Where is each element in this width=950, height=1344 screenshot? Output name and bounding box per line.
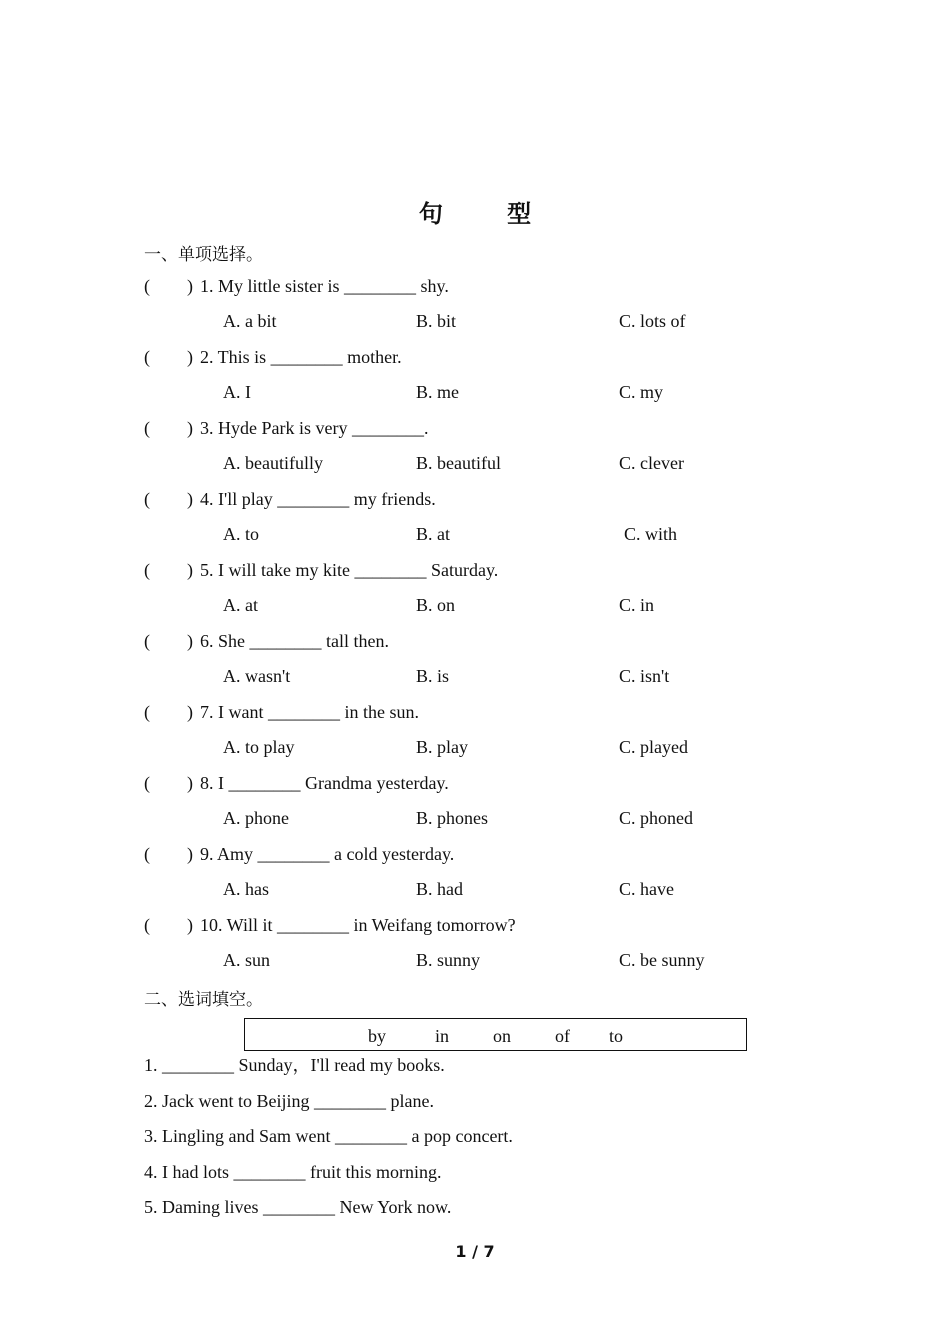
- answer-paren-close: ): [187, 773, 193, 793]
- option-a: A. a bit: [223, 311, 277, 331]
- option-c: C. my: [619, 382, 664, 402]
- option-b: B. phones: [416, 808, 488, 828]
- answer-paren-open: (: [144, 631, 150, 651]
- option-b: B. had: [416, 879, 463, 899]
- answer-paren-close: ): [187, 418, 193, 438]
- question-text: 1. My little sister is ________ shy.: [200, 276, 449, 296]
- option-b: B. on: [416, 595, 456, 615]
- answer-paren-open: (: [144, 702, 150, 722]
- option-b: B. is: [416, 666, 450, 686]
- word-bank-item: by: [368, 1026, 386, 1046]
- answer-paren-open: (: [144, 560, 150, 580]
- question-text: 6. She ________ tall then.: [200, 631, 389, 651]
- option-b: B. play: [416, 737, 468, 757]
- page-title: 句 型: [418, 200, 560, 228]
- fill-sentence: 5. Daming lives ________ New York now.: [144, 1197, 452, 1217]
- option-c: C. be sunny: [619, 950, 705, 970]
- option-a: A. sun: [223, 950, 271, 970]
- answer-paren-open: (: [144, 418, 150, 438]
- option-b: B. at: [416, 524, 450, 544]
- option-a: A. I: [223, 382, 251, 402]
- section-heading-fill-blanks: 二、选词填空。: [144, 990, 263, 1010]
- question-text: 8. I ________ Grandma yesterday.: [200, 773, 449, 793]
- fill-sentence: 2. Jack went to Beijing ________ plane.: [144, 1091, 434, 1111]
- answer-paren-close: ): [187, 631, 193, 651]
- option-c: C. have: [619, 879, 674, 899]
- question-text: 7. I want ________ in the sun.: [200, 702, 419, 722]
- answer-paren-open: (: [144, 276, 150, 296]
- question-text: 2. This is ________ mother.: [200, 347, 402, 367]
- option-c: C. lots of: [619, 311, 686, 331]
- answer-paren-open: (: [144, 347, 150, 367]
- word-bank-box: [244, 1018, 747, 1051]
- option-a: A. at: [223, 595, 258, 615]
- option-b: B. sunny: [416, 950, 481, 970]
- question-text: 10. Will it ________ in Weifang tomorrow?: [200, 915, 516, 935]
- option-c: C. clever: [619, 453, 684, 473]
- option-b: B. me: [416, 382, 459, 402]
- question-text: 3. Hyde Park is very ________.: [200, 418, 429, 438]
- answer-paren-open: (: [144, 915, 150, 935]
- answer-paren-close: ): [187, 276, 193, 296]
- answer-paren-open: (: [144, 844, 150, 864]
- option-a: A. wasn't: [223, 666, 291, 686]
- section-heading-multiple-choice: 一、单项选择。: [144, 245, 263, 265]
- answer-paren-close: ): [187, 915, 193, 935]
- word-bank-item: on: [493, 1026, 511, 1046]
- option-b: B. beautiful: [416, 453, 501, 473]
- answer-paren-close: ): [187, 489, 193, 509]
- word-bank-item: to: [609, 1026, 624, 1046]
- answer-paren-close: ): [187, 347, 193, 367]
- option-c: C. isn't: [619, 666, 670, 686]
- word-bank-item: of: [555, 1026, 570, 1046]
- fill-sentence: 3. Lingling and Sam went ________ a pop concert.: [144, 1126, 513, 1146]
- option-a: A. phone: [223, 808, 289, 828]
- question-text: 5. I will take my kite ________ Saturday.: [200, 560, 499, 580]
- fill-sentence: 1. ________ Sunday，I'll read my books.: [144, 1055, 445, 1075]
- answer-paren-open: (: [144, 773, 150, 793]
- option-a: A. to: [223, 524, 259, 544]
- option-a: A. has: [223, 879, 269, 899]
- word-bank-item: in: [435, 1026, 450, 1046]
- option-a: A. to play: [223, 737, 295, 757]
- page-number: 1 / 7: [455, 1242, 495, 1261]
- question-text: 9. Amy ________ a cold yesterday.: [200, 844, 455, 864]
- answer-paren-close: ): [187, 702, 193, 722]
- answer-paren-close: ): [187, 560, 193, 580]
- fill-sentence: 4. I had lots ________ fruit this morning.: [144, 1162, 442, 1182]
- option-a: A. beautifully: [223, 453, 323, 473]
- option-c: C. phoned: [619, 808, 693, 828]
- option-c: C. in: [619, 595, 655, 615]
- option-b: B. bit: [416, 311, 457, 331]
- answer-paren-open: (: [144, 489, 150, 509]
- option-c: C. played: [619, 737, 688, 757]
- question-text: 4. I'll play ________ my friends.: [200, 489, 436, 509]
- option-c: C. with: [624, 524, 678, 544]
- answer-paren-close: ): [187, 844, 193, 864]
